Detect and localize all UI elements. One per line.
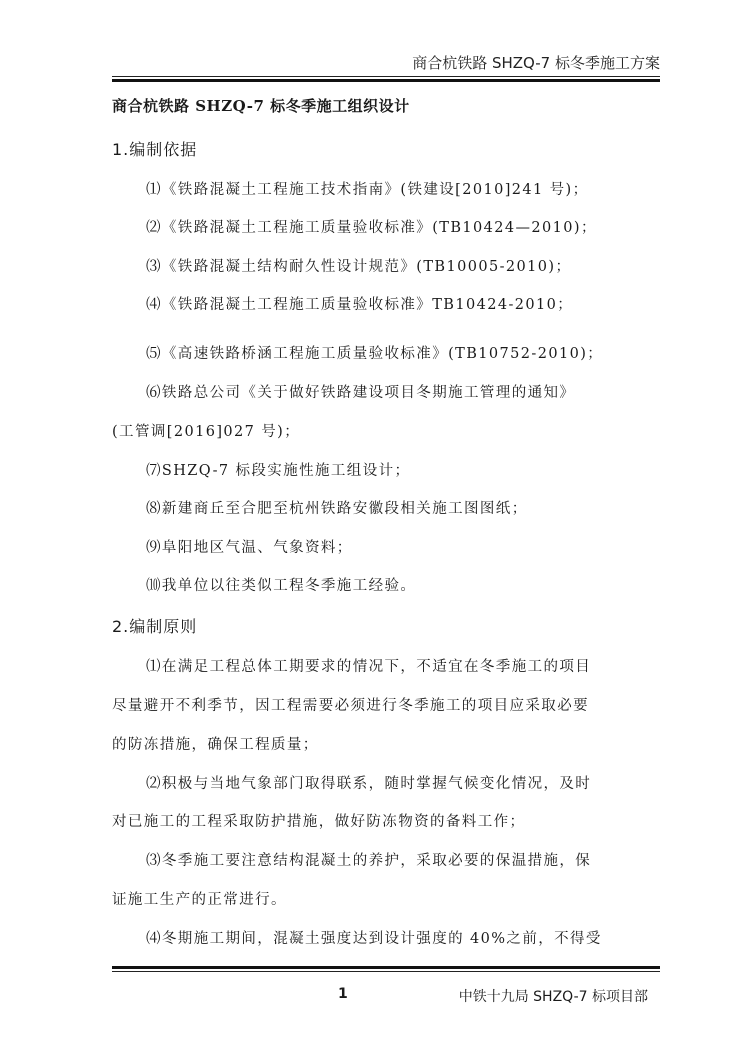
footer-rule-thick [112, 966, 660, 969]
basis-item-5: ⑸《高速铁路桥涵工程施工质量验收标准》(TB10752-2010)； [146, 346, 604, 362]
header-rule-thick [112, 79, 660, 82]
basis-item-10: ⑽我单位以往类似工程冬季施工经验。 [146, 578, 417, 594]
principle-line: ⑶冬季施工要注意结构混凝土的养护，采取必要的保温措施，保 [146, 853, 592, 869]
page-number: 1 [338, 986, 348, 1002]
footer-rule [112, 971, 660, 972]
principle-line: ⑵积极与当地气象部门取得联系，随时掌握气候变化情况，及时 [146, 776, 592, 792]
basis-item-2: ⑵《铁路混凝土工程施工质量验收标准》(TB10424—2010)； [146, 220, 597, 236]
header-rule [112, 76, 660, 77]
basis-item-3: ⑶《铁路混凝土结构耐久性设计规范》(TB10005-2010)； [146, 259, 572, 275]
principle-line: 尽量避开不利季节，因工程需要必须进行冬季施工的项目应采取必要 [112, 698, 589, 714]
section-heading-principles: 2.编制原则 [112, 617, 198, 636]
document-title: 商合杭铁路 SHZQ-7 标冬季施工组织设计 [112, 97, 410, 115]
principle-line: ⑴在满足工程总体工期要求的情况下，不适宜在冬季施工的项目 [146, 659, 592, 675]
basis-item-6: ⑹铁路总公司《关于做好铁路建设项目冬期施工管理的通知》 [146, 385, 576, 401]
principle-line: ⑷冬期施工期间，混凝土强度达到设计强度的 40%之前，不得受 [146, 931, 602, 947]
header-title: 商合杭铁路 SHZQ-7 标冬季施工方案 [412, 54, 660, 72]
basis-item-4: ⑷《铁路混凝土工程施工质量验收标准》TB10424-2010； [146, 297, 574, 313]
principle-line: 的防冻措施，确保工程质量； [112, 737, 319, 753]
basis-item-8: ⑻新建商丘至合肥至杭州铁路安徽段相关施工图图纸； [146, 501, 528, 517]
basis-item-9: ⑼阜阳地区气温、气象资料； [146, 540, 353, 556]
basis-item-7: ⑺SHZQ-7 标段实施性施工组设计； [146, 463, 411, 479]
basis-item-1: ⑴《铁路混凝土工程施工技术指南》(铁建设[2010]241 号)； [146, 182, 589, 198]
principle-line: 证施工生产的正常进行。 [112, 892, 287, 908]
principle-line: 对已施工的工程采取防护措施，做好防冻物资的备料工作； [112, 814, 526, 830]
section-heading-basis: 1.编制依据 [112, 140, 198, 159]
footer-organization: 中铁十九局 SHZQ-7 标项目部 [458, 989, 648, 1005]
basis-item-6-cont: (工管调[2016]027 号)； [112, 424, 301, 440]
